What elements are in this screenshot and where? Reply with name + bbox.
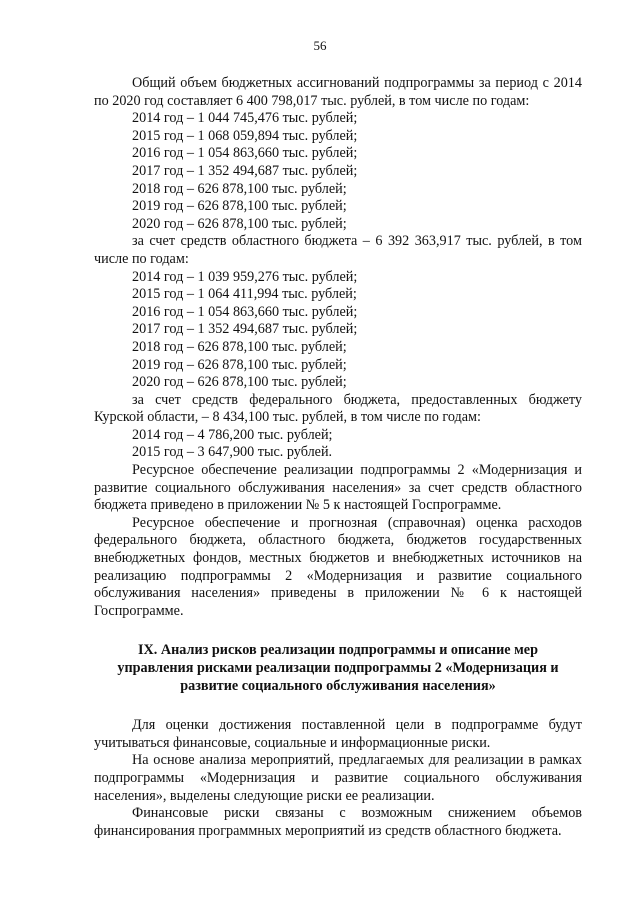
total-by-year-list: [94, 110, 582, 233]
resource-paragraph: Ресурсное обеспечение реализации подпрограммы 2 «Модернизация и развитие социального обслуживания населения» за счет средств областного бюджета приведено в приложении № 5 к настоящей Госпрограмме.: [94, 462, 582, 514]
regional-year-2016: 2016 год – 1 054 863,660 тыс. рублей;: [132, 303, 358, 320]
regional-by-year-list: [94, 269, 582, 392]
regional-year-2020: 2020 год – 626 878,100 тыс. рублей;: [132, 374, 347, 391]
regional-year-2017: 2017 год – 1 352 494,687 тыс. рублей;: [132, 321, 358, 338]
total-year-2015: 2015 год – 1 068 059,894 тыс. рублей;: [132, 127, 358, 144]
forecast-paragraph: Ресурсное обеспечение и прогнозная (справочная) оценка расходов федерального бюджета, областного бюджета, бюджетов государственных внебюджетных фондов, местных бюджетов и внебюджетных источников на реализацию подпрограммы 2 «Модернизация и развитие социального обслуживания населения» приведены в приложении № 6 к настоящей Госпрограмме.: [94, 514, 582, 619]
total-year-2016: 2016 год – 1 054 863,660 тыс. рублей;: [132, 145, 358, 162]
federal-year-2014: 2014 год – 4 786,200 тыс. рублей;: [132, 426, 333, 443]
regional-budget-paragraph: за счет средств областного бюджета – 6 392 363,917 тыс. рублей, в том числе по годам:: [94, 233, 582, 267]
page-number: 56: [313, 38, 327, 53]
total-year-2014: 2014 год – 1 044 745,476 тыс. рублей;: [132, 110, 358, 127]
document-body: [94, 75, 582, 840]
regional-year-2014: 2014 год – 1 039 959,276 тыс. рублей;: [132, 268, 358, 285]
risks-paragraph-2: На основе анализа мероприятий, предлагаемых для реализации в рамках подпрограммы «Модернизация и развитие социального обслуживания населения», выделены следующие риски ее реализации.: [94, 752, 582, 804]
regional-year-2018: 2018 год – 626 878,100 тыс. рублей;: [132, 338, 347, 355]
risks-paragraph-1: Для оценки достижения поставленной цели в подпрограмме будут учитываться финансовые, социальные и информационные риски.: [94, 717, 582, 751]
total-year-2020: 2020 год – 626 878,100 тыс. рублей;: [132, 215, 347, 232]
intro-paragraph: Общий объем бюджетных ассигнований подпрограммы за период с 2014 по 2020 год составляет 6 400 798,017 тыс. рублей, в том числе по годам:: [94, 75, 582, 109]
risks-paragraph-3: Финансовые риски связаны с возможным снижением объемов финансирования программных мероприятий из средств областного бюджета.: [94, 805, 582, 839]
federal-budget-paragraph: за счет средств федерального бюджета, предоставленных бюджету Курской области, – 8 434,100 тыс. рублей, в том числе по годам:: [94, 391, 582, 426]
section-heading: IX. Анализ рисков реализации подпрограммы и описание мер управления рисками реализации подпрограммы 2 «Модернизация и развитие социального обслуживания населения»: [117, 642, 559, 694]
federal-year-2015: 2015 год – 3 647,900 тыс. рублей.: [132, 444, 333, 461]
total-year-2018: 2018 год – 626 878,100 тыс. рублей;: [132, 180, 347, 197]
total-year-2017: 2017 год – 1 352 494,687 тыс. рублей;: [132, 162, 358, 179]
regional-year-2019: 2019 год – 626 878,100 тыс. рублей;: [132, 356, 347, 373]
regional-year-2015: 2015 год – 1 064 411,994 тыс. рублей;: [132, 286, 357, 303]
federal-by-year-list: [94, 427, 582, 462]
total-year-2019: 2019 год – 626 878,100 тыс. рублей;: [132, 198, 347, 215]
